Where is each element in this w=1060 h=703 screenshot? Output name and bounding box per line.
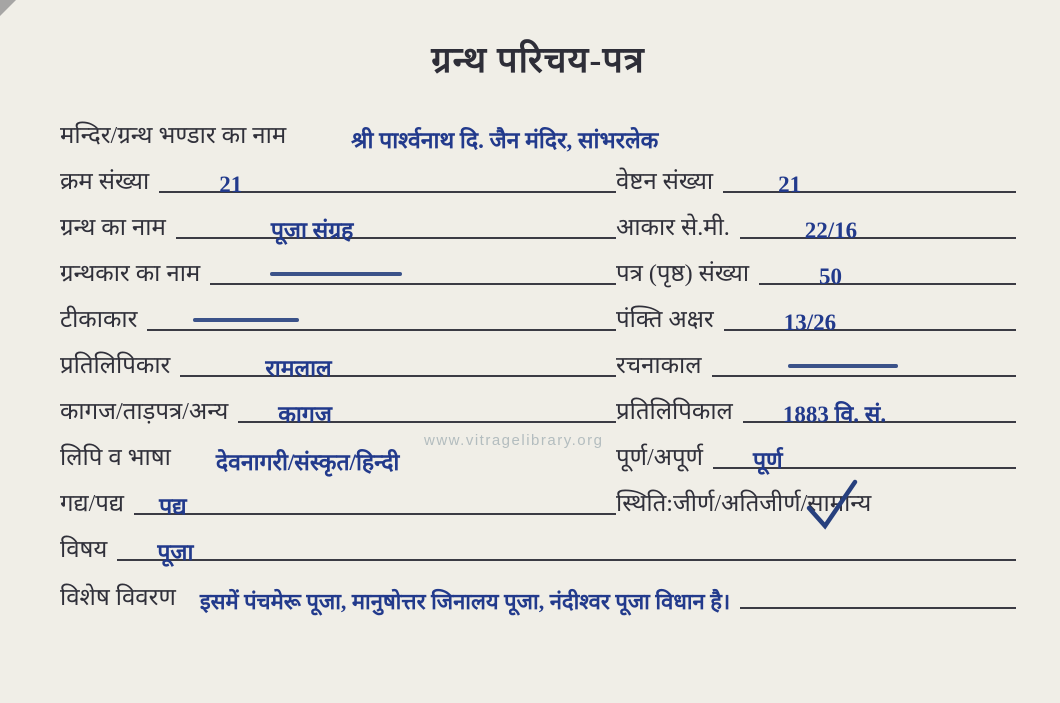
mandir-name-field	[296, 99, 1016, 153]
lipi-bhasha-field	[181, 446, 616, 475]
pratilipikal-group	[616, 398, 1016, 427]
pankti-akshar-label: पंक्ति अक्षर	[616, 306, 714, 333]
row-vishay	[60, 515, 1016, 565]
kagaj-value: कागज	[278, 402, 332, 427]
tikakar-group	[60, 306, 616, 331]
rachnakal-label: रचनाकाल	[616, 352, 702, 379]
granth-naam-value: पूजा संग्रह	[270, 218, 354, 243]
scan-corner-artifact	[0, 0, 16, 16]
granthkar-field	[210, 272, 616, 285]
sthiti-group	[616, 490, 1016, 515]
handwritten-blank-dash	[270, 272, 402, 276]
handwritten-blank-dash	[788, 364, 898, 368]
row-granthnaam-aakar	[60, 193, 1016, 243]
form-body	[60, 99, 1016, 614]
kram-sankhya-group	[60, 168, 616, 197]
granthkar-label: ग्रन्थकार का नाम	[60, 260, 201, 287]
kagaj-group	[60, 398, 616, 427]
vishesh-vivran-label: विशेष विवरण	[60, 584, 176, 611]
patra-sankhya-field	[759, 260, 1016, 289]
row-kram-veshtan	[60, 147, 1016, 197]
pratilipikar-field	[180, 352, 616, 381]
pankti-akshar-group	[616, 306, 1016, 335]
vishay-value: पूजा	[157, 540, 194, 565]
kagaj-label: कागज/ताड़पत्र/अन्य	[60, 398, 229, 425]
tikakar-label: टीकाकार	[60, 306, 138, 333]
aakar-field	[740, 214, 1016, 243]
aakar-label: आकार से.मी.	[616, 214, 730, 241]
lipi-bhasha-value: देवनागरी/संस्कृत/हिन्दी	[215, 450, 400, 475]
patra-sankhya-label: पत्र (पृष्ठ) संख्या	[616, 260, 750, 287]
pankti-akshar-value: 13/26	[783, 310, 837, 335]
pratilipikal-label: प्रतिलिपिकाल	[616, 398, 733, 425]
pratilipikar-label: प्रतिलिपिकार	[60, 352, 171, 379]
veshtan-sankhya-field	[723, 168, 1016, 197]
aakar-value: 22/16	[804, 218, 858, 243]
veshtan-sankhya-group	[616, 168, 1016, 197]
row-kagaj-pratilipikal	[60, 377, 1016, 427]
rachnakal-group	[616, 352, 1016, 377]
veshtan-sankhya-value: 21	[778, 172, 802, 197]
purna-apurna-value: पूर्ण	[752, 448, 783, 473]
watermark: www.vitragelibrary.org	[424, 432, 604, 449]
mandir-name-value: श्री पार्श्वनाथ दि. जैन मंदिर, सांभरलेक	[351, 128, 659, 153]
kram-sankhya-field	[159, 168, 616, 197]
row-vishesh-vivran	[60, 561, 1016, 614]
gadya-padya-value: पद्य	[159, 494, 187, 519]
gadya-padya-field	[134, 490, 616, 519]
gadya-padya-group	[60, 490, 616, 519]
purna-apurna-group	[616, 444, 1016, 473]
patra-sankhya-group	[616, 260, 1016, 289]
rachnakal-field	[712, 364, 1016, 377]
pratilipikar-value: रामलाल	[265, 356, 332, 381]
vishay-label: विषय	[60, 536, 108, 563]
granth-naam-field	[176, 214, 616, 243]
row-pratilipikar-rachnakal	[60, 331, 1016, 381]
vishay-field	[117, 513, 1016, 565]
pankti-akshar-field	[724, 306, 1016, 335]
granth-naam-label: ग्रन्थ का नाम	[60, 214, 166, 241]
tikakar-field	[147, 318, 616, 331]
granth-naam-group	[60, 214, 616, 243]
row-granthkar-patra	[60, 239, 1016, 289]
sthiti-checked-option-text: सामान्य	[807, 490, 872, 517]
handwritten-blank-dash	[193, 318, 299, 322]
aakar-group	[616, 214, 1016, 243]
vishesh-vivran-trailing-line	[740, 559, 1016, 609]
kram-sankhya-value: 21	[219, 172, 243, 197]
mandir-name-label: मन्दिर/ग्रन्थ भण्डार का नाम	[60, 122, 287, 149]
granthkar-group	[60, 260, 616, 285]
vishesh-vivran-value: इसमें पंचमेरू पूजा, मानुषोत्तर जिनालय पूजा, नंदीश्वर पूजा विधान है।	[199, 589, 731, 614]
row-tikakar-pankti	[60, 285, 1016, 335]
pratilipikal-value: 1883 वि. सं.	[782, 402, 887, 427]
page-title: ग्रन्थ परिचय-पत्र	[431, 40, 645, 80]
kram-sankhya-label: क्रम संख्या	[60, 168, 150, 195]
veshtan-sankhya-label: वेष्टन संख्या	[616, 168, 714, 195]
purna-apurna-field	[713, 444, 1016, 473]
patra-sankhya-value: 50	[819, 264, 843, 289]
purna-apurna-label: पूर्ण/अपूर्ण	[616, 444, 703, 471]
pratilipikar-group	[60, 352, 616, 381]
pratilipikal-field	[743, 398, 1016, 427]
kagaj-field	[238, 398, 616, 427]
row-gadya-sthiti	[60, 469, 1016, 519]
sthiti-label-prefix: स्थिति:जीर्ण/अतिजीर्ण/	[616, 490, 808, 517]
row-mandir-name	[60, 99, 1016, 153]
gadya-padya-label: गद्य/पद्य	[60, 490, 125, 517]
lipi-bhasha-label: लिपि व भाषा	[60, 444, 171, 471]
